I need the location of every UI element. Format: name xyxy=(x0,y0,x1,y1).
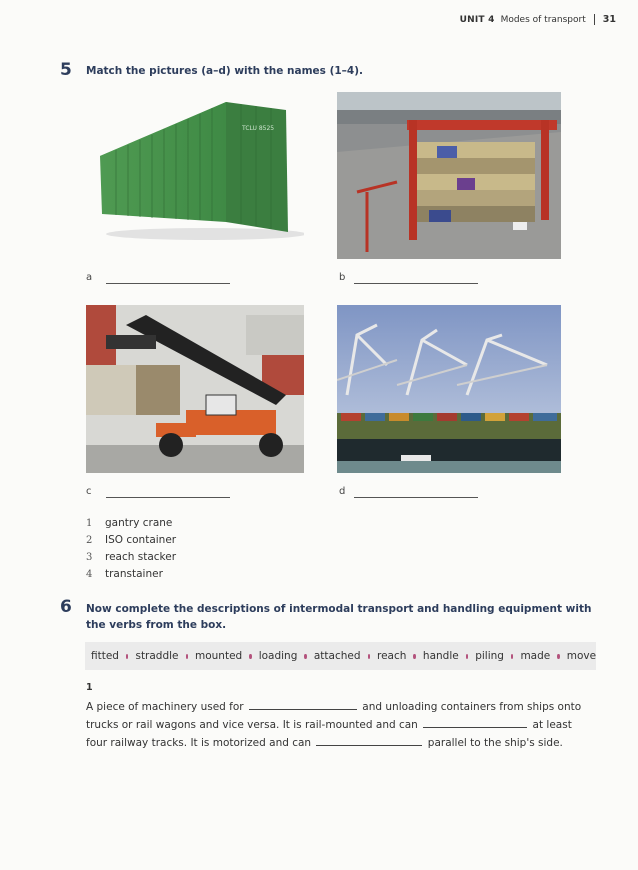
list-item: 2 ISO container xyxy=(86,534,177,546)
bullet-dot xyxy=(126,654,128,659)
verb-item: reach xyxy=(377,650,407,662)
names-list xyxy=(86,515,176,583)
picture-b-letter: b xyxy=(339,272,346,283)
bullet-dot xyxy=(368,654,370,659)
verb-item: handle xyxy=(422,650,459,662)
picture-c xyxy=(86,305,304,473)
bullet-dot xyxy=(557,654,559,659)
blank-3[interactable] xyxy=(316,736,422,746)
verb-box xyxy=(85,642,596,670)
bullet-dot xyxy=(466,654,468,659)
verb-item: attached xyxy=(313,650,361,662)
picture-c-letter: c xyxy=(86,486,92,497)
picture-a-letter: a xyxy=(86,272,93,283)
description-text: A piece of machinery used for and unloading containers from ships onto trucks or rail wagons and vice versa. It is rail-mounted and can at least four railway tracks. It is motorized and can parallel to the ship's side. xyxy=(86,701,582,749)
answer-line-c[interactable] xyxy=(106,497,230,498)
exercise-6-number: 6 xyxy=(60,597,72,617)
bullet-dot xyxy=(413,654,415,659)
blank-2[interactable] xyxy=(423,718,527,728)
picture-d xyxy=(337,305,561,473)
list-item: 3 reach stacker xyxy=(86,551,177,563)
answer-line-a[interactable] xyxy=(106,283,230,284)
picture-b xyxy=(337,92,561,259)
bullet-dot xyxy=(511,654,513,659)
reach-stacker-image xyxy=(86,305,304,473)
picture-a xyxy=(96,96,304,246)
verb-item: mounted xyxy=(195,650,243,662)
unit-title: Modes of transport xyxy=(500,14,586,25)
page-number: 31 xyxy=(602,14,616,25)
bullet-dot xyxy=(249,654,251,659)
list-item: 1 gantry crane xyxy=(86,517,173,529)
bullet-dot xyxy=(304,654,306,659)
description-number: 1 xyxy=(86,682,93,693)
verb-item: loading xyxy=(258,650,298,662)
page-header xyxy=(460,14,616,25)
verb-item: move xyxy=(566,650,597,662)
header-divider xyxy=(594,14,595,25)
exercise-6-instruction: Now complete the descriptions of intermodal transport and handling equipment with the verbs from the box. xyxy=(86,603,592,631)
verb-item: piling xyxy=(475,650,504,662)
picture-d-letter: d xyxy=(339,486,346,497)
verb-item: fitted xyxy=(91,650,119,662)
verb-item: made xyxy=(520,650,551,662)
answer-line-d[interactable] xyxy=(354,497,478,498)
shipping-container-image xyxy=(96,96,304,246)
container-yard-gantry-image xyxy=(337,92,561,259)
bullet-dot xyxy=(186,654,188,659)
verb-item: straddle xyxy=(135,650,179,662)
list-item: 4 transtainer xyxy=(86,568,163,580)
exercise-5-number: 5 xyxy=(60,60,72,80)
unit-label: UNIT 4 xyxy=(459,14,495,25)
svg-text:TCLU 8525: TCLU 8525 xyxy=(242,125,275,132)
exercise-5-instruction: Match the pictures (a–d) with the names (1–4). xyxy=(86,65,364,77)
blank-1[interactable] xyxy=(249,700,357,710)
port-cranes-ship-image xyxy=(337,305,561,473)
answer-line-b[interactable] xyxy=(354,283,478,284)
